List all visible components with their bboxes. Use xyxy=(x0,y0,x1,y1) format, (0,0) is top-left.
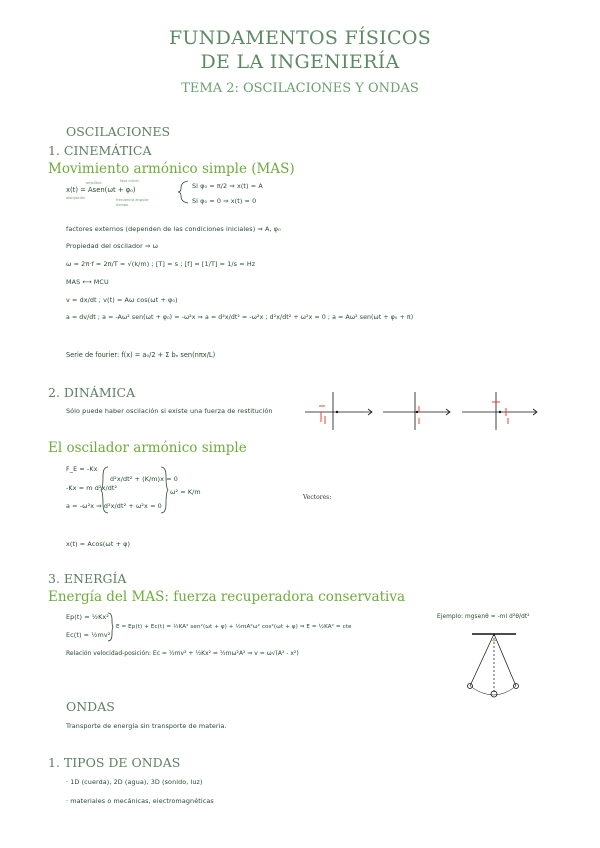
annotation-tiempo: tiempo xyxy=(116,203,129,207)
heading-dinamica: 2. DINÁMICA xyxy=(48,385,136,400)
heading-mas: Movimiento armónico simple (MAS) xyxy=(48,161,295,177)
line-ejemplo: Ejemplo: mgsenθ = -ml d²θ/dt² xyxy=(437,614,530,620)
mas-case-2: Si φ₀ = 0 ⇒ x(t) = 0 xyxy=(192,197,257,205)
eq-diferencial: d²x/dt² + (K/m)x = 0 xyxy=(110,475,178,483)
line-tipo-2: · materiales o mecánicas, electromagnéticas xyxy=(66,797,214,805)
pendulum-diagram xyxy=(452,628,532,708)
eq-energia-cinetica: Ec(t) = ½mv² xyxy=(66,631,111,639)
annotation-frecuencia: frecuencia angular xyxy=(116,198,149,202)
line-propiedad: Propiedad del oscilador ⇒ ω xyxy=(66,242,159,250)
heading-energia-mas: Energía del MAS: fuerza recuperadora conservativa xyxy=(48,589,406,605)
line-factores: factores externos (dependen de las condiciones iniciales) ⇒ A, φ₀ xyxy=(66,225,281,233)
annotation-amplitud: amplitud xyxy=(86,181,102,185)
heading-oscilador: El oscilador armónico simple xyxy=(48,440,247,456)
mas-equation: x(t) = Asen(ωt + φ₀) xyxy=(66,186,136,194)
line-fourier: Serie de fourier: f(x) = a₀/2 + Σ bₙ sen(nπx/L) xyxy=(66,351,216,359)
line-tipo-1: · 1D (cuerda), 2D (agua), 3D (sonido, luz) xyxy=(66,778,203,786)
eq-energia-potencial: Ep(t) = ½Kx² xyxy=(66,613,109,621)
brace-icon xyxy=(178,180,190,204)
title-line-1: FUNDAMENTOS FÍSICOS xyxy=(168,27,432,49)
line-definicion-onda: Transporte de energía sin transporte de materia. xyxy=(66,722,227,730)
force-diagram-2 xyxy=(383,390,453,432)
line-velocidad: v = dx/dt ; v(t) = Aω cos(ωt + φ₀) xyxy=(66,296,178,304)
eq-omega-cuadrado: ω² = K/m xyxy=(170,488,201,496)
label-vectores: Vectores: xyxy=(303,494,332,501)
brace-left-icon xyxy=(101,466,109,514)
heading-cinematica: 1. CINEMÁTICA xyxy=(48,143,152,158)
eq-aceleracion: a = -ω²x ⇒ d²x/dt² + ω²x = 0 xyxy=(66,502,162,510)
force-diagram-3 xyxy=(462,390,542,432)
line-aceleracion: a = dv/dt ; a = -Aω² sen(ωt + φ₀) = -ω²x ⇒ a = d²x/dt² = -ω²x ; d²x/dt² + ω²x = 0 ; a = Aω² sen(ωt + φ₀ + π) xyxy=(66,314,414,321)
line-mas-mcu: MAS ⟷ MCU xyxy=(66,278,109,286)
line-relacion: Relación velocidad-posición: Ec = ½mv² + ½Kx² = ½mω²A² ⇒ v = ω√(A² - x²) xyxy=(66,650,299,657)
line-oscilacion: Sólo puede haber oscilación si existe una fuerza de restitución xyxy=(66,407,273,415)
brace-energia-icon xyxy=(107,612,113,642)
mas-case-1: Si φ₀ = π/2 ⇒ x(t) = A xyxy=(192,182,263,190)
section-ondas: ONDAS xyxy=(66,699,115,714)
title-line-2: DE LA INGENIERÍA xyxy=(200,51,400,73)
heading-energia: 3. ENERGÍA xyxy=(48,571,127,586)
brace-right-icon xyxy=(160,466,168,514)
eq-solucion: x(t) = Acos(ωt + φ) xyxy=(66,540,131,548)
eq-energia-mecanica: E = Ep(t) + Ec(t) = ½KA² sen²(ωt + φ) + ½mA²ω² cos²(ωt + φ) ⇒ E = ½KA² = cte xyxy=(116,624,352,630)
annotation-fase: fase inicial xyxy=(120,179,139,183)
section-oscilaciones: OSCILACIONES xyxy=(66,124,171,139)
line-omega: ω = 2π·f = 2π/T = √(k/m) ; [T] = s ; [f] = [1/T] = 1/s = Hz xyxy=(66,260,256,268)
subtitle: TEMA 2: OSCILACIONES Y ONDAS xyxy=(181,81,419,96)
eq-fuerza-elastica: F_E = -Kx xyxy=(66,465,98,473)
force-diagram-1 xyxy=(305,390,375,432)
annotation-elongacion: elongación xyxy=(66,196,86,200)
heading-tipos-ondas: 1. TIPOS DE ONDAS xyxy=(48,755,181,770)
eq-newton: -Kx = m d²x/dt² xyxy=(66,484,118,492)
